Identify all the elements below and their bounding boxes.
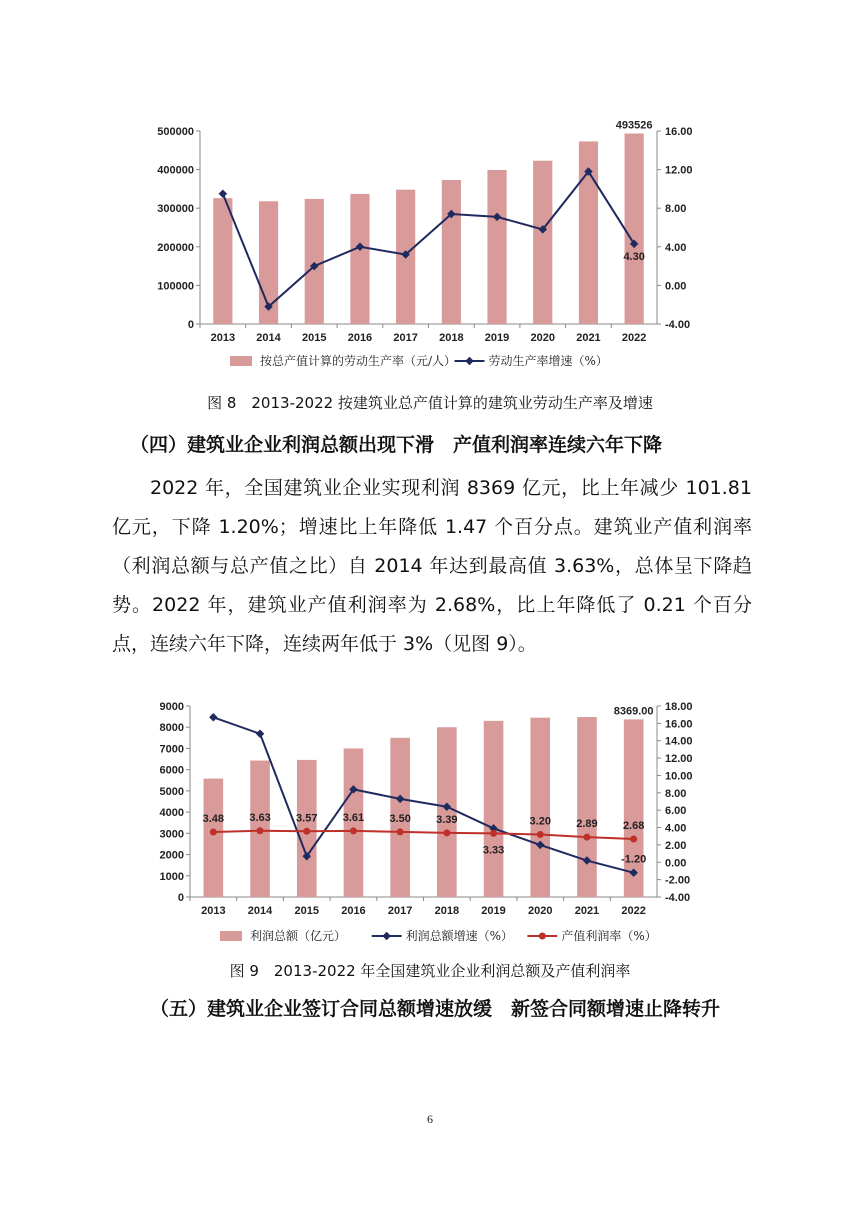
body-paragraph: 2022 年，全国建筑业企业实现利润 8369 亿元，比上年减少 101.81 亿元，下降 1.20%；增速比上年降低 1.47 个百分点。建筑业产值利润率（利润总额与总产值之比）自 2014 年达到最高值 3.63%，总体呈下降趋势。2022 年，建筑业产值利润率为 2.68%，比上年降低了 0.21 个百分点，连续六年下降，连续两年低于 3%（见图 9）。 xyxy=(112,477,752,655)
y-tick-label: 4000 xyxy=(159,807,184,820)
point xyxy=(490,830,497,837)
y2-tick-label: 14.00 xyxy=(665,735,693,748)
data-label: 3.20 xyxy=(529,815,551,828)
x-tick-label: 2013 xyxy=(210,332,236,344)
y2-tick-label: 16.00 xyxy=(665,126,693,138)
x-tick-label: 2014 xyxy=(247,905,273,917)
y-tick-label: 400000 xyxy=(157,164,194,177)
point xyxy=(210,829,217,836)
y-tick-label: 0 xyxy=(177,892,184,904)
data-label: 3.57 xyxy=(296,812,318,825)
x-tick-label: 2015 xyxy=(302,332,327,344)
x-tick-label: 2020 xyxy=(530,332,555,344)
point xyxy=(350,827,357,834)
point xyxy=(209,713,217,721)
series-line xyxy=(213,831,633,839)
y2-tick-label: 0.00 xyxy=(665,857,687,870)
bar xyxy=(625,133,644,324)
legend-marker xyxy=(382,932,390,940)
chart-labor-productivity xyxy=(0,112,860,374)
data-label: 2.89 xyxy=(576,818,598,831)
x-tick-label: 2022 xyxy=(621,905,646,917)
x-tick-label: 2018 xyxy=(439,332,464,344)
page-number: 6 xyxy=(427,1112,433,1126)
section4-heading: （四）建筑业企业利润总额出现下滑 产值利润率连续六年下降 xyxy=(130,434,663,456)
y-tick-label: 2000 xyxy=(159,849,184,862)
y-tick-label: 500000 xyxy=(157,126,194,138)
x-tick-label: 2014 xyxy=(256,332,281,344)
x-tick-label: 2021 xyxy=(576,332,601,344)
x-tick-label: 2013 xyxy=(201,905,226,917)
y2-tick-label: 18.00 xyxy=(665,701,693,713)
figure8-caption: 图 8 2013-2022 按建筑业总产值计算的建筑业劳动生产率及增速 xyxy=(207,394,653,412)
x-tick-label: 2018 xyxy=(434,905,460,917)
y-tick-label: 8000 xyxy=(159,722,184,735)
y-tick-label: 5000 xyxy=(159,785,184,798)
y2-tick-label: 4.00 xyxy=(665,822,687,835)
y-tick-label: 9000 xyxy=(159,701,184,713)
y-tick-label: 100000 xyxy=(157,280,194,293)
data-label: 3.61 xyxy=(342,811,365,824)
y2-tick-label: 12.00 xyxy=(665,164,693,177)
point xyxy=(397,828,404,835)
legend-label: 利润总额增速（%） xyxy=(405,929,514,943)
y-tick-label: 3000 xyxy=(159,828,184,841)
x-tick-label: 2019 xyxy=(481,905,506,917)
x-tick-label: 2021 xyxy=(574,905,600,917)
point xyxy=(219,189,227,197)
y2-tick-label: 4.00 xyxy=(665,241,687,254)
section5-heading: （五）建筑业企业签订合同总额增速放缓 新签合同额增速止降转升 xyxy=(150,998,721,1020)
bar xyxy=(437,727,457,897)
bar xyxy=(213,198,232,324)
y2-tick-label: 8.00 xyxy=(665,787,687,800)
x-tick-label: 2022 xyxy=(621,332,647,344)
y2-tick-label: 12.00 xyxy=(665,753,693,766)
series-line xyxy=(213,717,633,872)
data-label: -1.20 xyxy=(621,853,647,866)
chart-profit xyxy=(0,690,860,950)
y2-tick-label: 2.00 xyxy=(665,839,687,852)
data-label: 493526 xyxy=(615,119,653,132)
y-tick-label: 6000 xyxy=(159,764,184,777)
y-tick-label: 300000 xyxy=(157,203,194,216)
chart1-svg xyxy=(0,112,860,374)
x-tick-label: 2019 xyxy=(484,332,510,344)
point xyxy=(256,730,264,738)
x-tick-label: 2015 xyxy=(294,905,319,917)
data-label: 3.63 xyxy=(249,811,271,824)
x-tick-label: 2016 xyxy=(341,905,366,917)
bar xyxy=(350,194,369,324)
point xyxy=(257,827,264,834)
bar xyxy=(442,180,461,324)
data-label: 3.39 xyxy=(436,813,458,826)
y-tick-label: 7000 xyxy=(159,743,184,756)
bar xyxy=(487,170,506,324)
bar xyxy=(533,161,552,324)
y2-tick-label: 6.00 xyxy=(665,805,687,818)
y-tick-label: 1000 xyxy=(159,870,184,883)
legend-marker xyxy=(539,933,546,940)
data-label: 2.68 xyxy=(622,820,645,833)
bar xyxy=(530,718,550,897)
y-tick-label: 0 xyxy=(187,319,194,331)
legend-swatch xyxy=(220,931,242,941)
data-label: 3.33 xyxy=(482,844,505,857)
y-tick-label: 200000 xyxy=(157,241,194,254)
series-line xyxy=(223,172,634,307)
legend-label: 产值利润率（%） xyxy=(561,929,657,943)
legend-label: 利润总额（亿元） xyxy=(250,929,347,943)
chart2-svg xyxy=(0,690,860,950)
point xyxy=(303,828,310,835)
y2-tick-label: -4.00 xyxy=(665,319,691,331)
x-tick-label: 2020 xyxy=(528,905,553,917)
y2-tick-label: 16.00 xyxy=(665,718,693,731)
bar xyxy=(577,717,597,897)
data-label: 4.30 xyxy=(623,250,645,263)
data-label: 3.48 xyxy=(202,813,225,826)
legend-label: 按总产值计算的劳动生产率（元/人） xyxy=(260,354,457,368)
y2-tick-label: 0.00 xyxy=(665,280,687,293)
bar xyxy=(305,199,324,324)
x-tick-label: 2016 xyxy=(347,332,373,344)
x-tick-label: 2017 xyxy=(387,905,413,917)
point xyxy=(537,831,544,838)
y2-tick-label: -2.00 xyxy=(665,874,691,887)
data-label: 8369.00 xyxy=(613,705,654,718)
point xyxy=(630,836,637,843)
legend-label: 劳动生产率增速（%） xyxy=(488,354,608,368)
bar xyxy=(484,721,504,897)
y2-tick-label: 8.00 xyxy=(665,203,687,216)
figure9-caption: 图 9 2013-2022 年全国建筑业企业利润总额及产值利润率 xyxy=(229,962,631,980)
legend-swatch xyxy=(230,356,252,366)
y2-tick-label: -4.00 xyxy=(665,892,691,904)
data-label: 3.50 xyxy=(389,812,411,825)
legend-marker xyxy=(465,357,473,365)
x-tick-label: 2017 xyxy=(393,332,418,344)
point xyxy=(583,834,590,841)
y2-tick-label: 10.00 xyxy=(665,770,693,783)
point xyxy=(443,829,450,836)
bar xyxy=(204,779,224,897)
